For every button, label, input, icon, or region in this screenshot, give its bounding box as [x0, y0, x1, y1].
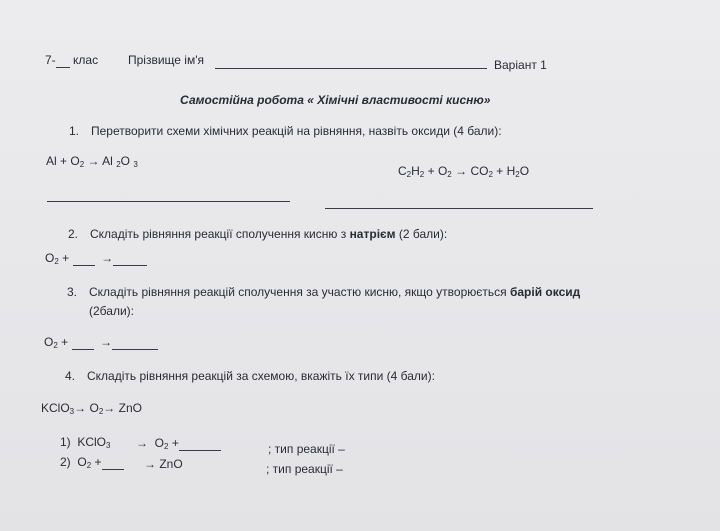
task1-scheme-left: $Al + O_2 \to Al$ $_2$O $_3$: [46, 154, 138, 169]
task1-question: [69, 124, 502, 138]
class-field: [45, 53, 98, 68]
task1-answer-line-right: [325, 208, 593, 209]
arrow-icon: →: [101, 251, 114, 265]
task1-answer-line-left: [47, 201, 290, 202]
class-blank: [56, 53, 70, 68]
arrow-icon: →: [87, 154, 100, 168]
task1-text: Перетворити схеми хімічних реакцій на рівняння, назвіть оксиди (4 бали):: [91, 124, 502, 138]
task4-item-2-blank: [102, 455, 124, 470]
task2-number: 2.: [68, 227, 79, 241]
name-blank-line: [215, 68, 487, 69]
task4-item-2-rhs: → ZnO: [144, 457, 183, 471]
page-title: Самостійна робота « Хімічні властивості кисню»: [180, 93, 491, 107]
task3-blank-2: [112, 335, 158, 350]
task3-question: 3. Складіть рівняння реакцій сполучення за участю кисню, якщо утворюється барій оксид: [67, 285, 581, 299]
arrow-icon: →: [74, 401, 87, 415]
task2-blank-1: [73, 251, 95, 266]
task4-chain: KClO$_3$→ $O_2\to$ ZnO: [41, 401, 142, 416]
name-label: Прізвище ім'я: [128, 53, 204, 67]
task3-question-line2: (2бали):: [89, 304, 134, 318]
class-prefix: 7-: [45, 53, 56, 67]
task1-number: 1.: [69, 124, 80, 138]
task3-scheme: $O_2$ + →: [44, 335, 158, 350]
task4-item-1: 1) KClO$_3$: [60, 435, 111, 450]
task4-item-1-blank: [179, 436, 221, 451]
variant-label: Варіант 1: [494, 58, 547, 72]
arrow-icon: →: [144, 457, 156, 471]
arrow-icon: →: [100, 335, 113, 349]
task2-blank-2: [113, 251, 147, 266]
arrow-icon: →: [136, 436, 148, 450]
task4-item-1-type: ; тип реакції –: [268, 442, 345, 456]
task2-question: 2. Складіть рівняння реакції сполучення кисню з натрієм (2 бали):: [68, 227, 448, 241]
task2-scheme: $O_2$ + →: [45, 251, 147, 266]
task4-question: 4. Складіть рівняння реакцій за схемою, вкажіть їх типи (4 бали):: [65, 369, 435, 383]
task4-item-2: 2) $O_2$ +: [60, 455, 124, 470]
arrow-icon: →: [103, 401, 116, 415]
task3-number: 3.: [67, 285, 78, 299]
task4-item-1-rhs: → $O_2$ +: [136, 436, 221, 451]
task3-blank-1: [72, 335, 94, 350]
class-label: клас: [73, 53, 99, 67]
arrow-icon: →: [455, 164, 468, 178]
task1-scheme-right: $C_2H_2 + O_2 \to CO_2 + H_2O$: [398, 164, 530, 179]
task4-number: 4.: [65, 369, 76, 383]
task4-item-2-type: ; тип реакції –: [266, 462, 343, 476]
